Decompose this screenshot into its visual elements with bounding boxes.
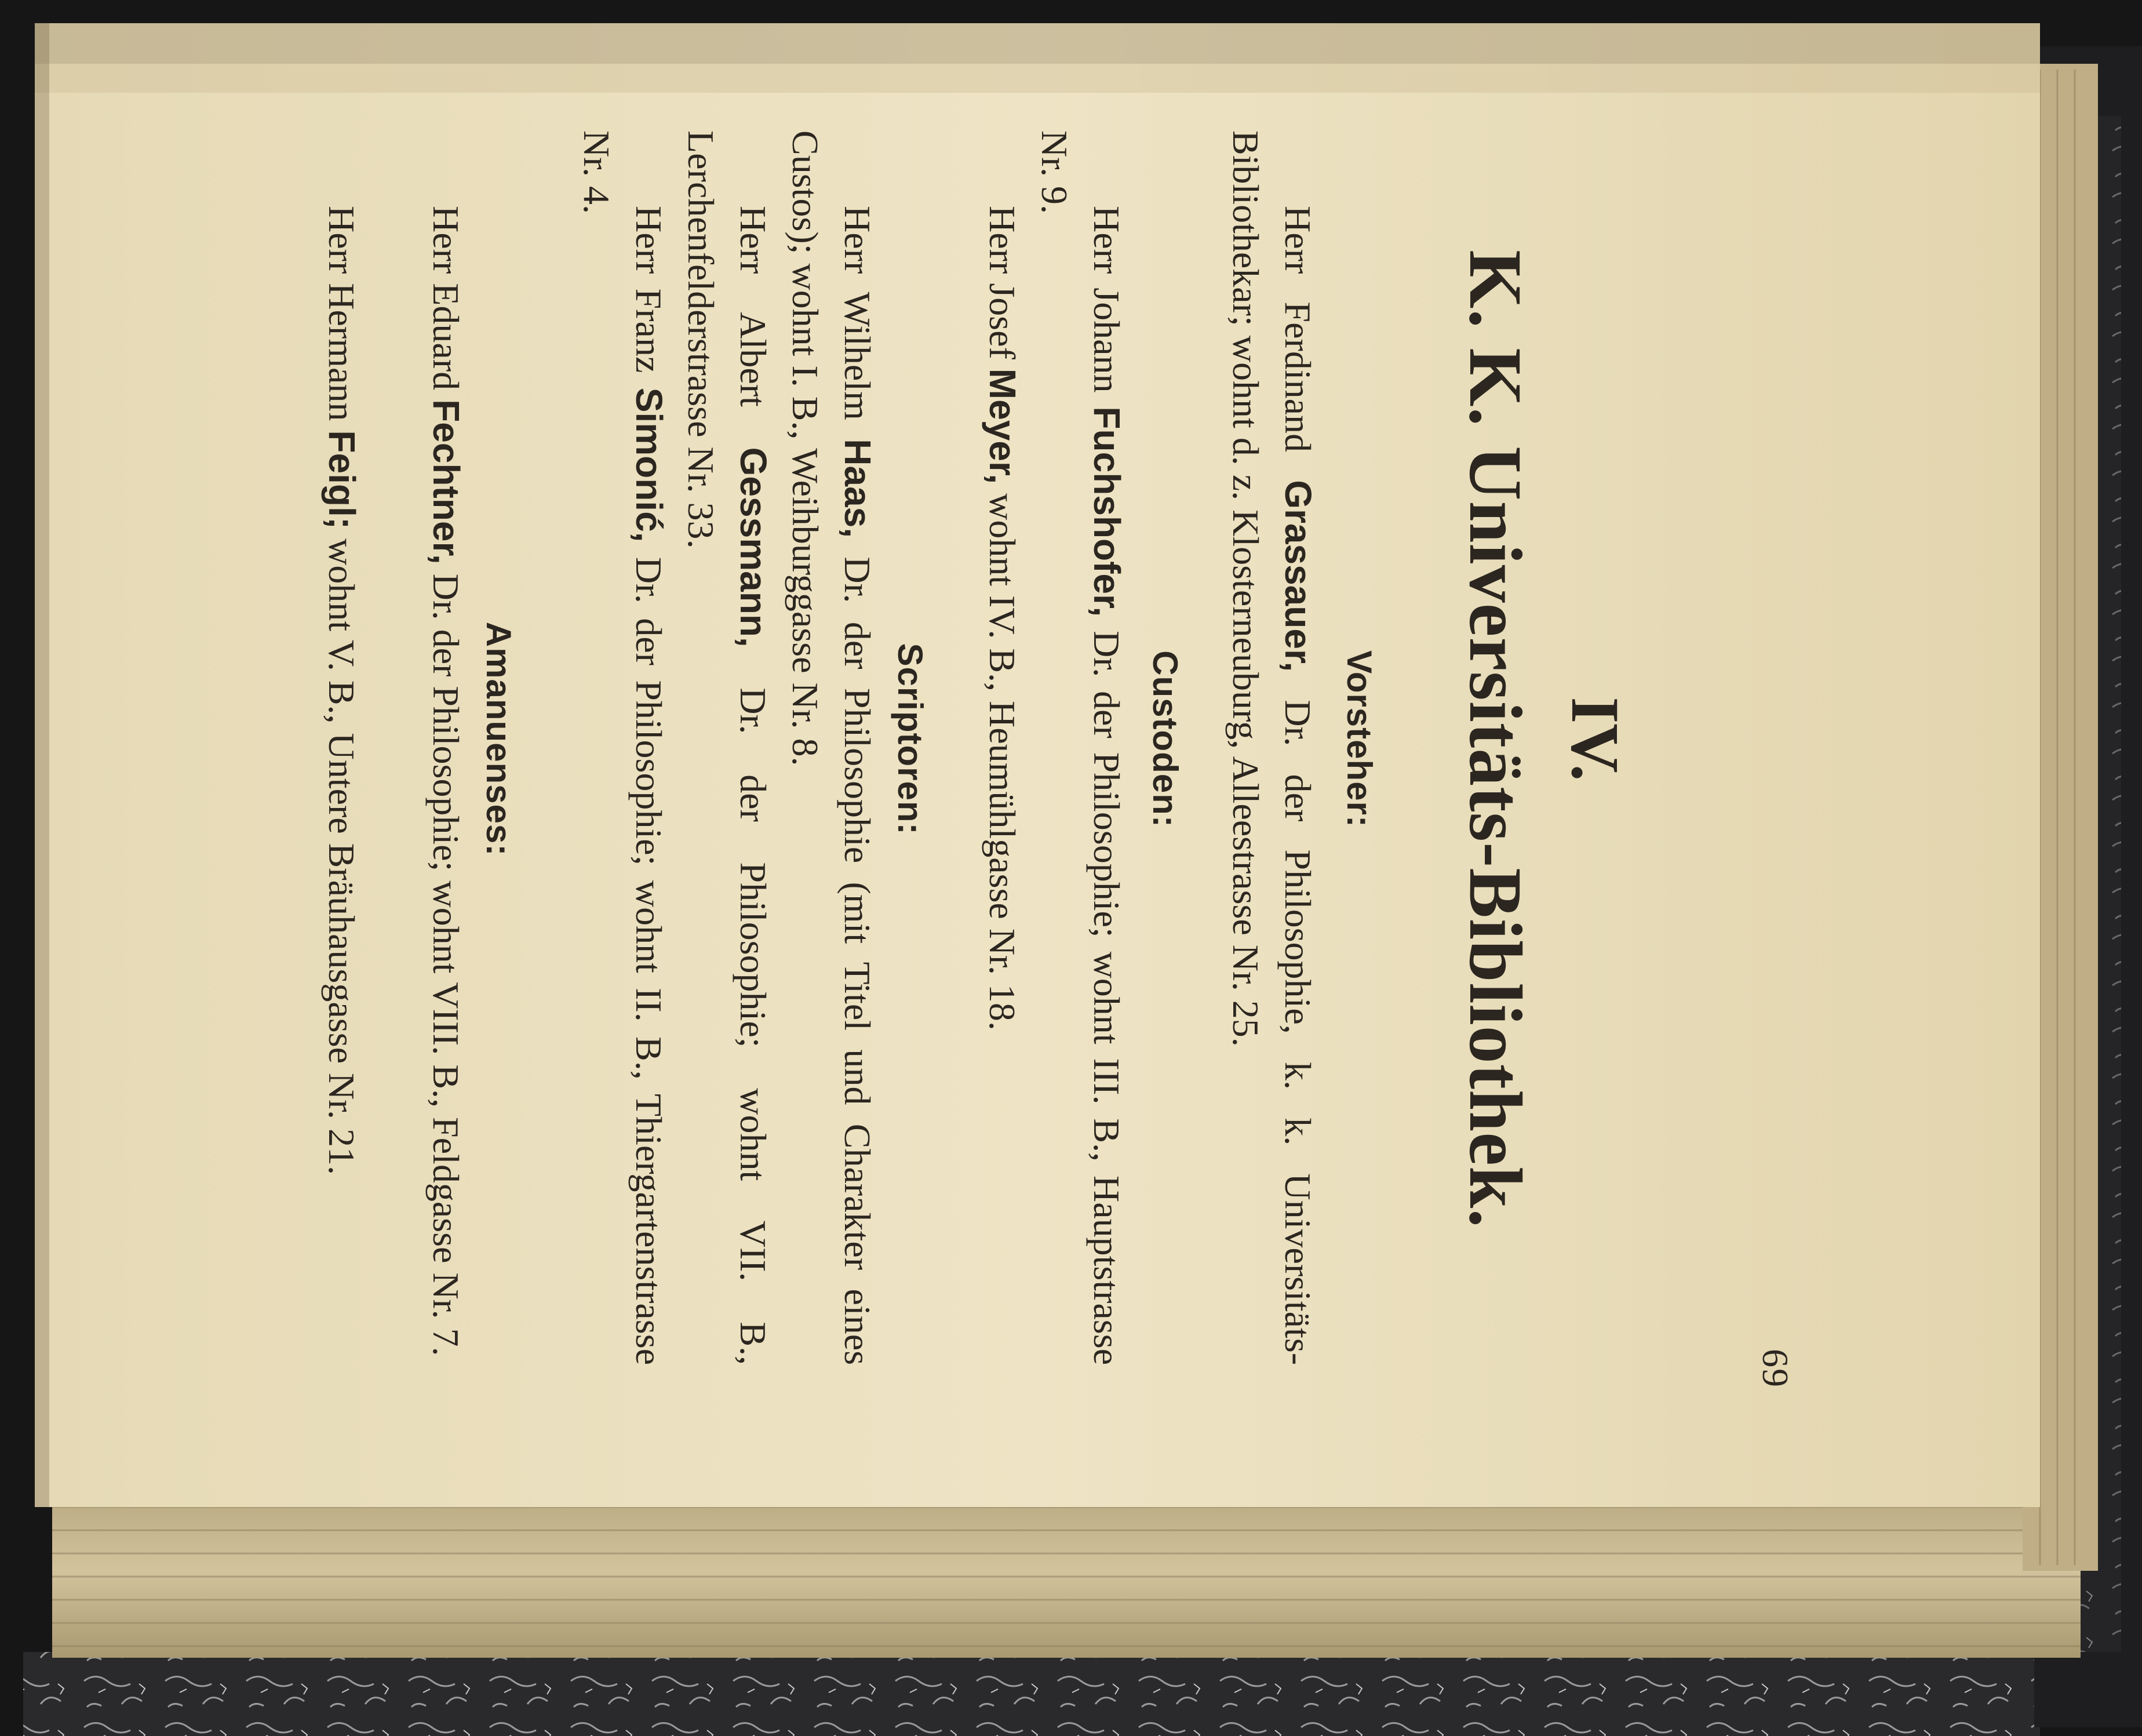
entry-text: Dr. der Philosophie; wohnt II. B., Thiergartenstrasse Nr. 4. [576, 130, 669, 1366]
entry-text: Dr. der Philosophie, k. k. Universitäts-Bibliothekar; wohnt d. z. Klosterneuburg, Alleestrasse Nr. 25. [1225, 130, 1318, 1366]
entry-text: Herr Hermann [321, 206, 362, 431]
entry-surname: Simonić, [628, 387, 670, 543]
entry-text: Herr Ferdinand [1277, 206, 1318, 481]
page-title: K. K. Universitäts-Bibliothek. [1454, 250, 1537, 1228]
entry-text: Dr. der Philosophie; wohnt VII. B., Lerchenfelderstrasse Nr. 33. [680, 130, 774, 1365]
section-number: IV. [1557, 697, 1633, 781]
entry-text: Dr. der Philosophie; wohnt III. B., Hauptstrasse Nr. 9. [1034, 130, 1127, 1366]
heading-custoden: Custoden: [1146, 650, 1185, 828]
entry-text: Herr Josef [982, 206, 1023, 369]
entry-text: Herr Franz [628, 206, 669, 388]
entry-text: Herr Wilhelm [837, 206, 878, 439]
entry-text: Dr. der Philosophie (mit Titel und Charakter eines Custos); wohnt I. B., Weihburggasse Nr. 8. [785, 130, 878, 1366]
entry-meyer [976, 130, 1029, 1365]
entry-simonic [570, 130, 675, 1365]
book-page [55, 43, 1811, 1435]
heading-vorsteher: Vorsteher: [1340, 650, 1379, 828]
entry-fuchshofer [1028, 130, 1133, 1365]
entry-gessmann [675, 130, 779, 1365]
entry-grassauer [1219, 130, 1324, 1365]
entry-surname: Fuchshofer, [1086, 406, 1128, 617]
entry-surname: Gessmann, [733, 447, 774, 647]
entry-text: Herr Eduard [425, 206, 467, 400]
entry-text: Herr Albert [733, 206, 774, 447]
entry-surname: Fechtner, [425, 399, 467, 565]
heading-amanuenses: Amanuenses: [479, 621, 518, 857]
entry-surname: Meyer, [982, 368, 1023, 485]
entry-text: wohnt V. B., Untere Bräuhausgasse Nr. 21. [321, 529, 362, 1175]
entry-surname: Haas, [837, 439, 879, 538]
page-number: 69 [1755, 1349, 1796, 1388]
entry-text: Herr Johann [1086, 206, 1127, 407]
entry-text: wohnt IV. B., Heumühlgasse Nr. 18. [982, 484, 1023, 1031]
entry-surname: Feigl; [321, 430, 363, 530]
entry-surname: Grassauer, [1277, 480, 1319, 672]
heading-scriptoren: Scriptoren: [891, 643, 930, 835]
entry-fechtner [420, 130, 472, 1365]
entry-text: Dr. der Philosophie; wohnt VIII. B., Feldgasse Nr. 7. [425, 564, 467, 1356]
entry-feigl [315, 130, 368, 1365]
entry-haas [779, 130, 884, 1365]
